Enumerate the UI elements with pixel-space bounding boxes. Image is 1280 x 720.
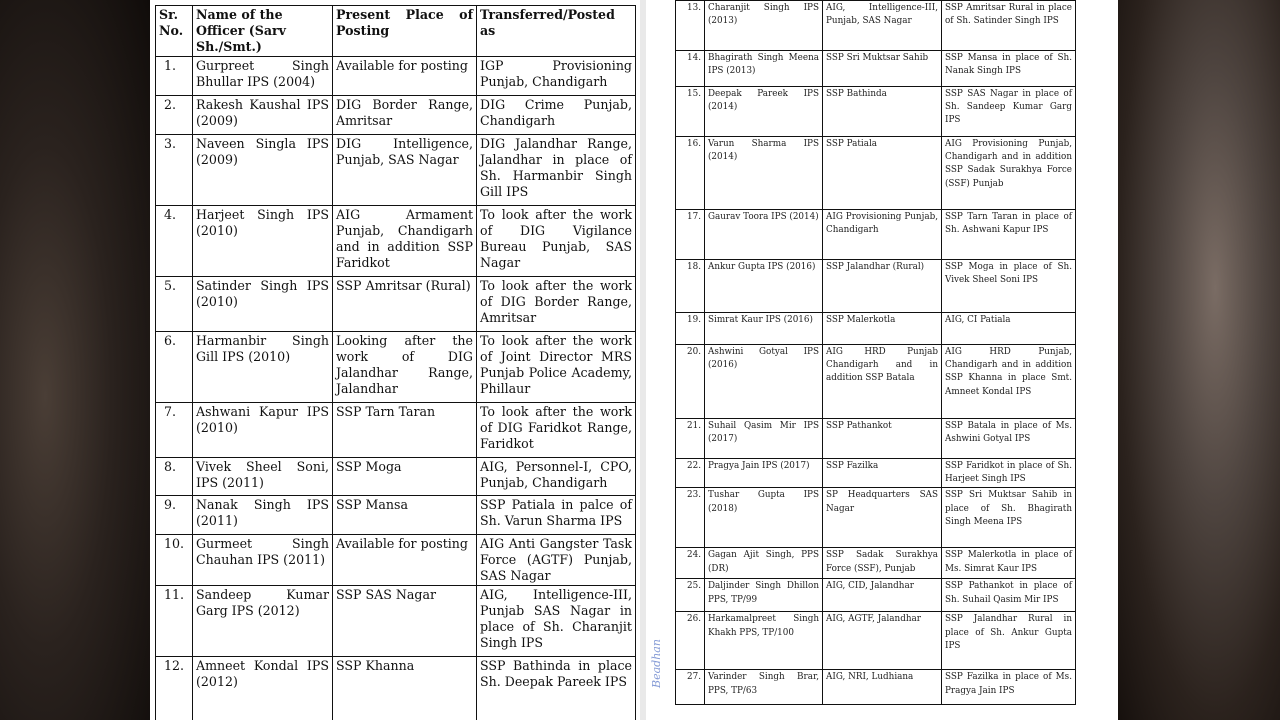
officer-name-cell: Deepak Pareek IPS (2014)	[705, 87, 823, 137]
posted-as-cell: SSP Fazilka in place of Ms. Pragya Jain IPS	[942, 670, 1076, 705]
present-posting-cell: SP Headquarters SAS Nagar	[823, 488, 942, 548]
posted-as-cell: SSP SAS Nagar in place of Sh. Sandeep Kumar Garg IPS	[942, 87, 1076, 137]
present-posting-cell: SSP Mansa	[333, 496, 477, 535]
table-body-left	[156, 57, 636, 720]
present-posting-cell: AIG, Intelligence-III, Punjab, SAS Nagar	[823, 1, 942, 51]
present-posting-cell: DIG Border Range, Amritsar	[333, 96, 477, 135]
table-row	[676, 612, 1076, 670]
posted-as-cell: AIG, Personnel-I, CPO, Punjab, Chandigarh	[477, 458, 636, 496]
present-posting-cell: AIG, AGTF, Jalandhar	[823, 612, 942, 670]
posted-as-cell: SSP Mansa in place of Sh. Nanak Singh IPS	[942, 51, 1076, 87]
present-posting-cell: AIG Armament Punjab, Chandigarh and in addition SSP Faridkot	[333, 206, 477, 277]
officer-name-cell: Suhail Qasim Mir IPS (2017)	[705, 419, 823, 459]
officer-name-cell: Harkamalpreet Singh Khakh PPS, TP/100	[705, 612, 823, 670]
table-row	[676, 260, 1076, 313]
table-row	[156, 496, 636, 535]
signature: Beadhan	[650, 639, 663, 688]
posted-as-cell: To look after the work of DIG Faridkot Range, Faridkot	[477, 403, 636, 458]
officer-name-cell: Rakesh Kaushal IPS (2009)	[193, 96, 333, 135]
background-left	[0, 0, 150, 720]
table-row	[676, 313, 1076, 345]
present-posting-cell: Available for posting	[333, 57, 477, 96]
present-posting-cell: AIG Provisioning Punjab, Chandigarh	[823, 210, 942, 260]
header-officer-name: Name of the Officer (Sarv Sh./Smt.)	[193, 6, 333, 57]
sr-cell: 23.	[676, 488, 705, 548]
document-page-right	[646, 0, 1118, 720]
sr-cell: 13.	[676, 1, 705, 51]
present-posting-cell: SSP Bathinda	[823, 87, 942, 137]
present-posting-cell: Available for posting	[333, 535, 477, 586]
table-row	[156, 277, 636, 332]
table-row	[156, 403, 636, 458]
posted-as-cell: SSP Malerkotla in place of Ms. Simrat Kaur IPS	[942, 548, 1076, 579]
table-row	[676, 579, 1076, 612]
present-posting-cell: SSP Patiala	[823, 137, 942, 210]
sr-cell: 27.	[676, 670, 705, 705]
posted-as-cell: DIG Jalandhar Range, Jalandhar in place of Sh. Harmanbir Singh Gill IPS	[477, 135, 636, 206]
table-row	[156, 586, 636, 657]
sr-cell: 10.	[156, 535, 193, 586]
present-posting-cell: AIG, CID, Jalandhar	[823, 579, 942, 612]
sr-cell: 20.	[676, 345, 705, 419]
posted-as-cell: AIG, Intelligence-III, Punjab SAS Nagar in place of Sh. Charanjit Singh IPS	[477, 586, 636, 657]
sr-cell: 22.	[676, 459, 705, 488]
posted-as-cell: SSP Sri Muktsar Sahib in place of Sh. Bhagirath Singh Meena IPS	[942, 488, 1076, 548]
officer-name-cell: Varun Sharma IPS (2014)	[705, 137, 823, 210]
present-posting-cell: SSP Tarn Taran	[333, 403, 477, 458]
officer-name-cell: Gurmeet Singh Chauhan IPS (2011)	[193, 535, 333, 586]
sr-cell: 17.	[676, 210, 705, 260]
transfer-table-left	[155, 5, 636, 720]
officer-name-cell: Gurpreet Singh Bhullar IPS (2004)	[193, 57, 333, 96]
sr-cell: 1.	[156, 57, 193, 96]
officer-name-cell: Bhagirath Singh Meena IPS (2013)	[705, 51, 823, 87]
sr-cell: 6.	[156, 332, 193, 403]
present-posting-cell: SSP Jalandhar (Rural)	[823, 260, 942, 313]
sr-cell: 26.	[676, 612, 705, 670]
table-row	[156, 458, 636, 496]
officer-name-cell: Harjeet Singh IPS (2010)	[193, 206, 333, 277]
officer-name-cell: Varinder Singh Brar, PPS, TP/63	[705, 670, 823, 705]
table-row	[676, 548, 1076, 579]
sr-cell: 25.	[676, 579, 705, 612]
table-row	[156, 96, 636, 135]
sr-cell: 24.	[676, 548, 705, 579]
sr-cell: 2.	[156, 96, 193, 135]
table-row	[676, 1, 1076, 51]
posted-as-cell: To look after the work of DIG Vigilance Bureau Punjab, SAS Nagar	[477, 206, 636, 277]
officer-name-cell: Ashwini Gotyal IPS (2016)	[705, 345, 823, 419]
posted-as-cell: AIG HRD Punjab, Chandigarh and in addition SSP Khanna in place Smt. Amneet Kondal IPS	[942, 345, 1076, 419]
table-row	[676, 670, 1076, 705]
officer-name-cell: Tushar Gupta IPS (2018)	[705, 488, 823, 548]
transfer-table-right	[675, 0, 1076, 705]
table-row	[676, 210, 1076, 260]
officer-name-cell: Amneet Kondal IPS (2012)	[193, 657, 333, 720]
posted-as-cell: AIG, CI Patiala	[942, 313, 1076, 345]
present-posting-cell: SSP Fazilka	[823, 459, 942, 488]
table-row	[156, 135, 636, 206]
present-posting-cell: SSP Malerkotla	[823, 313, 942, 345]
posted-as-cell: SSP Pathankot in place of Sh. Suhail Qasim Mir IPS	[942, 579, 1076, 612]
present-posting-cell: SSP Amritsar (Rural)	[333, 277, 477, 332]
sr-cell: 9.	[156, 496, 193, 535]
present-posting-cell: SSP Pathankot	[823, 419, 942, 459]
posted-as-cell: AIG Provisioning Punjab, Chandigarh and in addition SSP Sadak Surakhya Force (SSF) Punjab	[942, 137, 1076, 210]
table-body-right	[676, 1, 1076, 705]
present-posting-cell: DIG Intelligence, Punjab, SAS Nagar	[333, 135, 477, 206]
sr-cell: 16.	[676, 137, 705, 210]
posted-as-cell: SSP Faridkot in place of Sh. Harjeet Singh IPS	[942, 459, 1076, 488]
table-row	[156, 332, 636, 403]
table-row	[156, 206, 636, 277]
officer-name-cell: Ashwani Kapur IPS (2010)	[193, 403, 333, 458]
officer-name-cell: Satinder Singh IPS (2010)	[193, 277, 333, 332]
posted-as-cell: SSP Batala in place of Ms. Ashwini Gotyal IPS	[942, 419, 1076, 459]
posted-as-cell: SSP Bathinda in place Sh. Deepak Pareek IPS	[477, 657, 636, 720]
officer-name-cell: Gaurav Toora IPS (2014)	[705, 210, 823, 260]
table-row	[156, 657, 636, 720]
table-row	[156, 57, 636, 96]
background-right	[1118, 0, 1280, 720]
present-posting-cell: AIG HRD Punjab Chandigarh and in addition SSP Batala	[823, 345, 942, 419]
sr-cell: 11.	[156, 586, 193, 657]
officer-name-cell: Sandeep Kumar Garg IPS (2012)	[193, 586, 333, 657]
table-row	[676, 51, 1076, 87]
officer-name-cell: Gagan Ajit Singh, PPS (DR)	[705, 548, 823, 579]
sr-cell: 3.	[156, 135, 193, 206]
officer-name-cell: Ankur Gupta IPS (2016)	[705, 260, 823, 313]
officer-name-cell: Nanak Singh IPS (2011)	[193, 496, 333, 535]
present-posting-cell: SSP SAS Nagar	[333, 586, 477, 657]
posted-as-cell: DIG Crime Punjab, Chandigarh	[477, 96, 636, 135]
table-row	[156, 535, 636, 586]
posted-as-cell: SSP Amritsar Rural in place of Sh. Satinder Singh IPS	[942, 1, 1076, 51]
sr-cell: 12.	[156, 657, 193, 720]
officer-name-cell: Vivek Sheel Soni, IPS (2011)	[193, 458, 333, 496]
posted-as-cell: To look after the work of Joint Director MRS Punjab Police Academy, Phillaur	[477, 332, 636, 403]
posted-as-cell: To look after the work of DIG Border Range, Amritsar	[477, 277, 636, 332]
table-header-row	[156, 6, 636, 57]
sr-cell: 18.	[676, 260, 705, 313]
present-posting-cell: SSP Khanna	[333, 657, 477, 720]
posted-as-cell: SSP Tarn Taran in place of Sh. Ashwani Kapur IPS	[942, 210, 1076, 260]
present-posting-cell: Looking after the work of DIG Jalandhar Range, Jalandhar	[333, 332, 477, 403]
officer-name-cell: Daljinder Singh Dhillon PPS, TP/99	[705, 579, 823, 612]
table-row	[676, 419, 1076, 459]
sr-cell: 4.	[156, 206, 193, 277]
table-row	[676, 137, 1076, 210]
sr-cell: 5.	[156, 277, 193, 332]
sr-cell: 19.	[676, 313, 705, 345]
table-row	[676, 488, 1076, 548]
posted-as-cell: SSP Patiala in palce of Sh. Varun Sharma IPS	[477, 496, 636, 535]
table-row	[676, 87, 1076, 137]
present-posting-cell: SSP Sri Muktsar Sahib	[823, 51, 942, 87]
table-row	[676, 459, 1076, 488]
posted-as-cell: IGP Provisioning Punjab, Chandigarh	[477, 57, 636, 96]
posted-as-cell: SSP Jalandhar Rural in place of Sh. Ankur Gupta IPS	[942, 612, 1076, 670]
sr-cell: 8.	[156, 458, 193, 496]
present-posting-cell: SSP Sadak Surakhya Force (SSF), Punjab	[823, 548, 942, 579]
officer-name-cell: Charanjit Singh IPS (2013)	[705, 1, 823, 51]
sr-cell: 14.	[676, 51, 705, 87]
header-transferred-posted: Transferred/Posted as	[477, 6, 636, 57]
officer-name-cell: Simrat Kaur IPS (2016)	[705, 313, 823, 345]
officer-name-cell: Naveen Singla IPS (2009)	[193, 135, 333, 206]
officer-name-cell: Pragya Jain IPS (2017)	[705, 459, 823, 488]
sr-cell: 15.	[676, 87, 705, 137]
present-posting-cell: AIG, NRI, Ludhiana	[823, 670, 942, 705]
posted-as-cell: SSP Moga in place of Sh. Vivek Sheel Soni IPS	[942, 260, 1076, 313]
table-row	[676, 345, 1076, 419]
document-page-left	[150, 0, 640, 720]
posted-as-cell: AIG Anti Gangster Task Force (AGTF) Punjab, SAS Nagar	[477, 535, 636, 586]
header-sr-no: Sr. No.	[156, 6, 193, 57]
header-present-posting: Present Place of Posting	[333, 6, 477, 57]
present-posting-cell: SSP Moga	[333, 458, 477, 496]
officer-name-cell: Harmanbir Singh Gill IPS (2010)	[193, 332, 333, 403]
sr-cell: 7.	[156, 403, 193, 458]
sr-cell: 21.	[676, 419, 705, 459]
